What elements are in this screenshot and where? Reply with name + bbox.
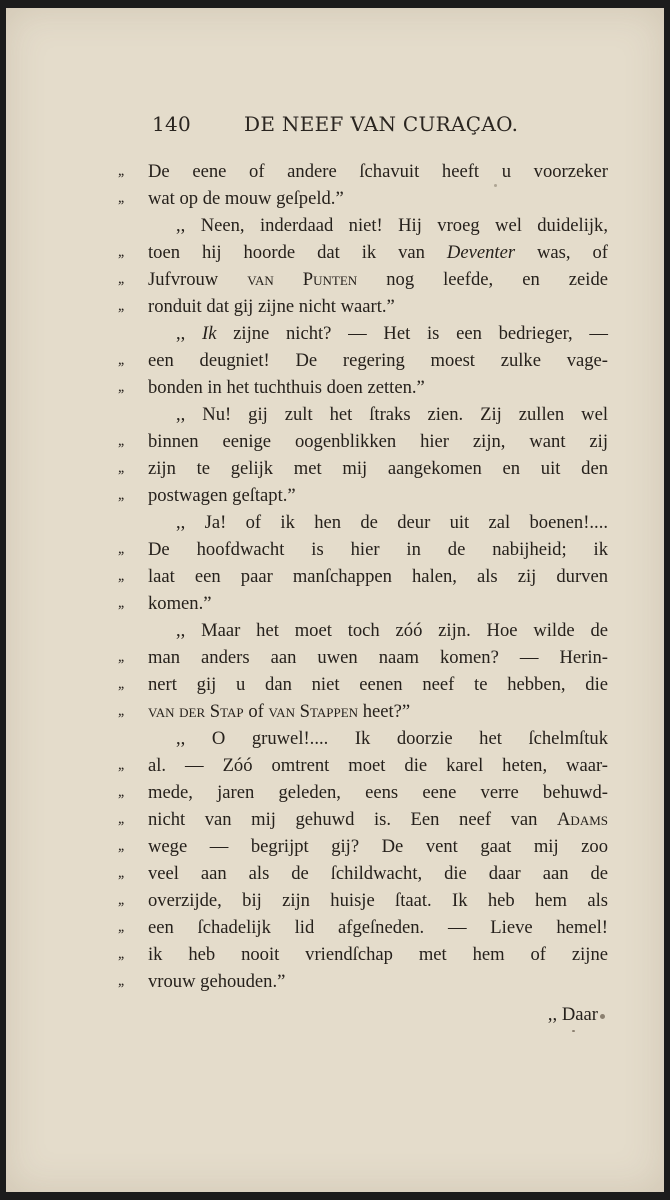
person-name: van Punten <box>247 269 358 290</box>
text-line: ,, van der Stap of van Stappen heet?” <box>148 698 608 725</box>
text-line: ,, Ik zijne nicht? — Het is een bedrieger, — <box>176 323 608 344</box>
margin-quote: ,, <box>118 541 124 557</box>
text-line: ,, laat een paar manſchappen halen, als zij durven <box>148 563 608 590</box>
text-line: ,, een ſchadelijk lid afgeſneden. — Lieve hemel! <box>148 914 608 941</box>
text-line: ,, een deugniet! De regering moest zulke vage- <box>148 347 608 374</box>
text-line: ,, De eene of andere ſchavuit heeft u voorzeker <box>148 158 608 185</box>
text-line: ,, Maar het moet toch zóó zijn. Hoe wilde de <box>176 620 608 641</box>
text-line: ,, Ja! of ik hen de deur uit zal boenen!.... <box>176 512 608 533</box>
book-page <box>6 8 664 1192</box>
margin-quote: ,, <box>118 487 124 503</box>
text-line: ,, binnen eenige oogenblikken hier zijn, want zij <box>148 428 608 455</box>
inline-quote: ,, <box>176 512 186 533</box>
text-line: ,, Neen, inderdaad niet! Hij vroeg wel duidelijk, <box>176 215 609 236</box>
margin-quote: ,, <box>118 244 124 260</box>
paper-speck <box>600 1014 605 1019</box>
text-line: ,, Jufvrouw van Punten nog leefde, en zeide <box>148 266 608 293</box>
inline-quote: ,, <box>176 404 186 425</box>
margin-quote: ,, <box>118 919 124 935</box>
text-line: ,, mede, jaren geleden, eens eene verre behuwd- <box>148 779 608 806</box>
margin-quote: ,, <box>118 676 124 692</box>
running-title: DE NEEF VAN CURAÇAO. <box>244 112 519 136</box>
text-line: ,, overzijde, bij zijn huisje ſtaat. Ik heb hem als <box>148 887 608 914</box>
text-line: ,, postwagen geſtapt.” <box>148 482 608 509</box>
text-line: ,, ik heb nooit vriendſchap met hem of zijne <box>148 941 608 968</box>
margin-quote: ,, <box>118 757 124 773</box>
margin-quote: ,, <box>118 379 124 395</box>
text-line: ,, De hoofdwacht is hier in de nabijheid; ik <box>148 536 608 563</box>
text-line: ,, toen hij hoorde dat ik van Deventer was, of <box>148 239 608 266</box>
person-name: van Stappen <box>268 701 359 722</box>
margin-quote: ,, <box>118 811 124 827</box>
margin-quote: ,, <box>118 163 124 179</box>
margin-quote: ,, <box>118 568 124 584</box>
margin-quote: ,, <box>118 190 124 206</box>
margin-quote: ,, <box>118 595 124 611</box>
inline-quote: ,, <box>176 620 186 641</box>
text-line: ,, nert gij u dan niet eenen neef te hebben, die <box>148 671 608 698</box>
margin-quote: ,, <box>118 784 124 800</box>
paper-speck <box>572 1030 575 1032</box>
margin-quote: ,, <box>118 703 124 719</box>
text-line: ,, vrouw gehouden.” <box>148 968 608 995</box>
catchword: ,, Daar <box>547 1004 598 1025</box>
margin-quote: ,, <box>118 973 124 989</box>
margin-quote: ,, <box>118 298 124 314</box>
margin-quote: ,, <box>118 433 124 449</box>
margin-quote: ,, <box>118 460 124 476</box>
text-line: ,, nicht van mij gehuwd is. Een neef van Adams <box>148 806 608 833</box>
text-line: ,, Nu! gij zult het ſtraks zien. Zij zullen wel <box>176 404 608 425</box>
margin-quote: ,, <box>118 352 124 368</box>
text-line: ,, veel aan als de ſchildwacht, die daar aan de <box>148 860 608 887</box>
text-line: ,, al. — Zóó omtrent moet die karel heten, waar- <box>148 752 608 779</box>
page-number: 140 <box>152 112 192 136</box>
text-line: ,, O gruwel!.... Ik doorzie het ſchelmſtuk <box>176 728 608 749</box>
body-text <box>118 158 609 1028</box>
text-line: ,, bonden in het tuchthuis doen zetten.” <box>148 374 608 401</box>
margin-quote: ,, <box>118 892 124 908</box>
margin-quote: ,, <box>118 946 124 962</box>
text-line: ,, wege — begrijpt gij? De vent gaat mij zoo <box>148 833 608 860</box>
margin-quote: ,, <box>118 865 124 881</box>
inline-quote: ,, <box>176 728 186 749</box>
text-line: ,, komen.” <box>148 590 608 617</box>
inline-quote: ,, <box>176 323 186 344</box>
margin-quote: ,, <box>118 838 124 854</box>
margin-quote: ,, <box>118 649 124 665</box>
text-line: ,, man anders aan uwen naam komen? — Herin- <box>148 644 608 671</box>
inline-quote: ,, <box>176 215 186 236</box>
text-line: ,, ronduit dat gij zijne nicht waart.” <box>148 293 608 320</box>
margin-quote: ,, <box>118 271 124 287</box>
text-line: ,, wat op de mouw geſpeld.” <box>148 185 608 212</box>
paper-speck <box>494 184 497 187</box>
place-name: Deventer <box>446 242 516 263</box>
person-name: Adams <box>557 809 608 830</box>
text-line: ,, zijn te gelijk met mij aangekomen en uit den <box>148 455 608 482</box>
person-name: van der Stap <box>148 701 244 722</box>
